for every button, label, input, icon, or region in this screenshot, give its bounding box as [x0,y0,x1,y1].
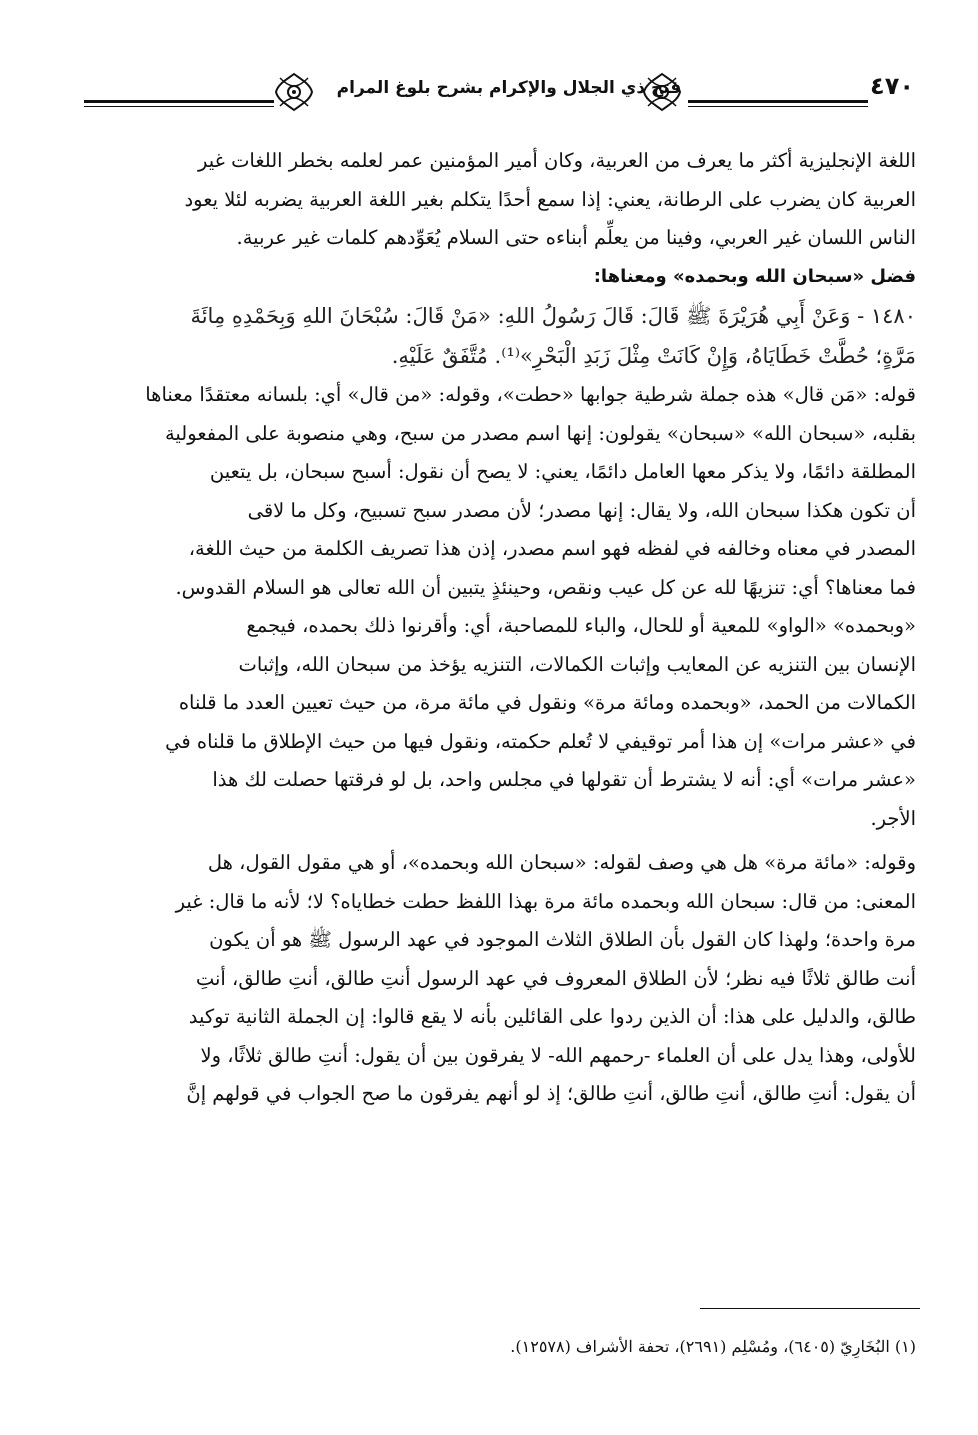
commentary-line: وقوله: «مائة مرة» هل هي وصف لقوله: «سبحان الله وبحمده»، أو هي مقول القول، هل [207,851,916,874]
commentary-line: أن تكون هكذا سبحان الله، ولا يقال: إنها مصدر؛ لأن مصدر سبح تسبيح، وكل ما لاقى [247,498,916,522]
commentary-line: أن يقول: أنتِ طالق، أنتِ طالق، أنتِ طالق؛ إذ لو أنهم يفرقون ما صح الجواب في قولهم إنَّ [186,1082,916,1105]
header-rule-left-thin [84,106,274,107]
commentary-line: بقلبه، «سبحان الله» «سبحان» يقولون: إنها اسم مصدر من سبح، وهي منصوبة على المفعولية [164,421,916,445]
header-rule-left [84,100,274,103]
intro-line: اللغة الإنجليزية أكثر ما يعرف من العربية، وكان أمير المؤمنين عمر لعلمه بخطر اللغات غير [198,149,916,172]
page-header [84,66,914,132]
commentary-line: أنت طالق ثلاثًا فيه نظر؛ لأن الطلاق المعروف في عهد الرسول أنتِ طالق، أنتِ طالق، أنتِ [195,966,916,990]
commentary-line: الكمالات من الحمد، «وبحمده ومائة مرة» ونقول في مائة مرة، من حيث تعيين العدد ما قلناه [178,691,916,714]
commentary-line: في «عشر مرات» إن هذا أمر توقيفي لا تُعلم حكمته، ونقول فيها من حيث الإطلاق ما قلناه في [165,729,916,753]
hadith-line: ١٤٨٠ - وَعَنْ أَبِي هُرَيْرَةَ ﷺ قَالَ: قَالَ رَسُولُ اللهِ: «مَنْ قَالَ: سُبْحَانَ اللهِ وَبِحَمْدِهِ مِائَةَ [190,304,916,328]
intro-line: الناس اللسان غير العربي، وفينا من يعلِّم أبناءه حتى السلام يُعَوِّدهم كلمات غير عربية. [236,226,916,249]
commentary-line: «وبحمده» «الواو» للمعية أو للحال، والباء للمصاحبة، أي: وأقرنوا ذلك بحمده، فيجمع [246,614,916,637]
ornament-left-icon [272,70,316,114]
header-rule-right-thin [688,106,868,107]
book-title: فتح ذي الجلال والإكرام بشرح بلوغ المرام [336,78,682,98]
page-number: ٤٧٠ [870,72,914,100]
commentary-line: الأجر. [870,806,916,830]
commentary-line: المصدر في معناه وخالفه في لفظه فهو اسم مصدر، إذن هذا تصريف الكلمة من حيث اللغة، [188,537,916,560]
commentary-line: الإنسان بين التنزيه عن المعايب وإثبات الكمالات، التنزيه يؤخذ من سبحان الله، وإثبات [238,652,916,676]
commentary-line: قوله: «مَن قال» هذه جملة شرطية جوابها «حطت»، وقوله: «من قال» أي: بلسانه معتقدًا معناها [145,383,916,406]
intro-line: العربية كان يضرب على الرطانة، يعني: إذا سمع أحدًا يتكلم بغير اللغة العربية يضربه لئلا يعود [184,187,916,211]
hadith-line: مَرَّةٍ؛ حُطَّتْ خَطَايَاهُ، وَإِنْ كَانَتْ مِثْلَ زَبَدِ الْبَحْرِ»⁽¹⁾. مُتَّفَقٌ عَلَيْهِ. [391,344,916,368]
header-rule-right [688,100,868,103]
commentary-line: للأولى، وهذا يدل على أن العلماء -رحمهم الله- لا يفرقون بين أن يقول: أنتِ طالق ثلاثًا، ولا [200,1043,916,1067]
commentary-line: «عشر مرات» أي: أنه لا يشترط أن تقولها في مجلس واحد، بل لو فرقتها حصلت لك هذا [212,768,916,791]
commentary-line: مرة واحدة؛ ولهذا كان القول بأن الطلاق الثلاث الموجود في عهد الرسول ﷺ هو أن يكون [209,928,916,951]
commentary-line: طالق، والدليل على هذا: أن الذين ردوا على القائلين بأنه لا يقع قالوا: إن الجملة الثانية توكيد [188,1005,916,1028]
footnote: (١) البُخَارِيّ (٦٤٠٥)، ومُسْلِم (٢٦٩١)، تحفة الأشراف (١٢٥٧٨). [510,1337,916,1356]
commentary-line: المعنى: من قال: سبحان الله وبحمده مائة مرة بهذا اللفظ حطت خطاياه؟ لا؛ لأنه ما قال: غير [175,889,916,913]
footnote-divider [700,1308,920,1309]
commentary-line: فما معناها؟ أي: تنزيهًا لله عن كل عيب ونقص، وحينئذٍ يتبين أن الله تعالى هو السلام القدوس. [175,575,916,599]
commentary-line: المطلقة دائمًا، ولا يذكر معها العامل دائمًا، يعني: لا يصح أن نقول: أسبح سبحان، بل يتعين [209,460,916,483]
section-heading: فضل «سبحان الله وبحمده» ومعناها: [593,265,916,287]
page-content [86,142,916,1114]
